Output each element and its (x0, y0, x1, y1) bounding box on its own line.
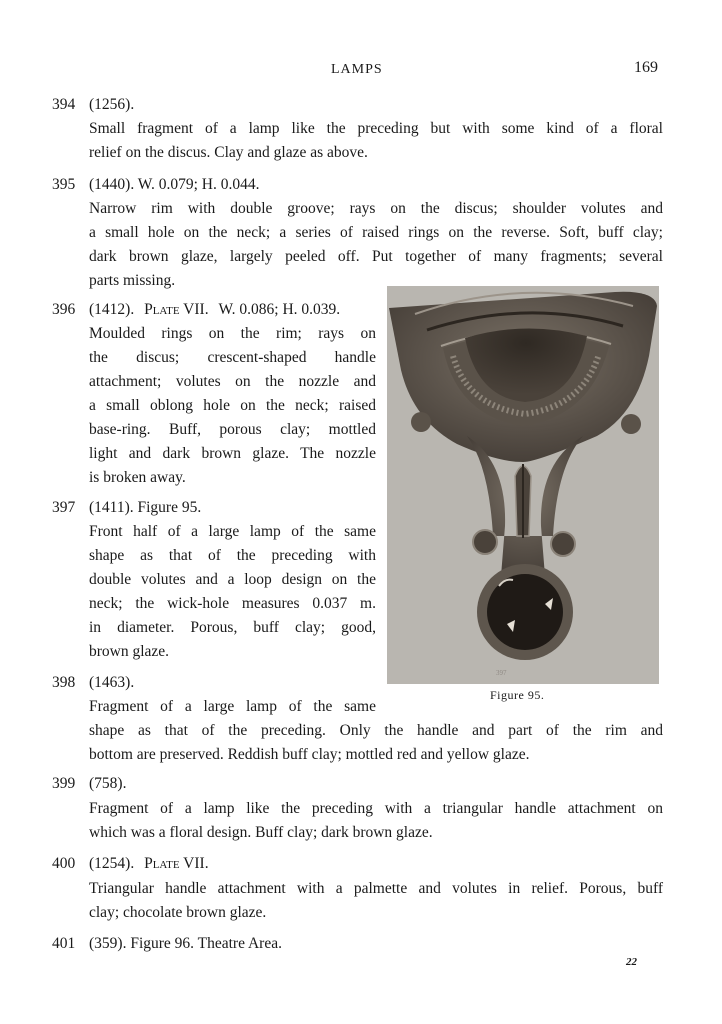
entry-heading: (359). Figure 96. Theatre Area. (89, 935, 282, 952)
text-line: neck; the wick-hole measures 0.037 m. (89, 595, 376, 612)
plate-mark: 397 (496, 669, 507, 677)
text-line: clay; chocolate brown glaze. (89, 904, 267, 921)
entry-heading (89, 298, 340, 322)
entry-text (89, 520, 376, 664)
running-title: LAMPS (331, 62, 383, 77)
text-line: a small hole on the neck; a series of raised rings on the reverse. Soft, buff clay; (89, 224, 663, 241)
text-line: attachment; volutes on the nozzle and (89, 373, 376, 390)
entry-heading (89, 852, 209, 876)
entry-number: 401 (52, 935, 76, 952)
entry-number: 399 (52, 775, 76, 792)
lamp-illustration (387, 286, 659, 684)
entry-text (89, 197, 663, 293)
lamp-photograph (387, 286, 659, 684)
text-line: Moulded rings on the rim; rays on (89, 325, 376, 342)
text-line: is broken away. (89, 469, 186, 486)
entry-number: 395 (52, 176, 76, 193)
entry-number: 394 (52, 96, 76, 113)
text-line: Fragment of a large lamp of the same (89, 698, 376, 715)
entry-number: 397 (52, 499, 76, 516)
text-line: double volutes and a loop design on the (89, 571, 376, 588)
plate-ref: Plate VII. (144, 855, 209, 872)
text-line: brown glaze. (89, 643, 170, 660)
page-number: 169 (634, 59, 658, 76)
entry-heading: (1440). W. 0.079; H. 0.044. (89, 176, 260, 193)
entry-text (89, 797, 663, 845)
text-line: parts missing. (89, 272, 176, 289)
text-line: Fragment of a lamp like the preceding with a triangular handle attachment on (89, 800, 663, 817)
entry-number: 398 (52, 674, 76, 691)
text-line: bottom are preserved. Reddish buff clay; mottled red and yellow glaze. (89, 746, 530, 763)
text-line: relief on the discus. Clay and glaze as above. (89, 144, 368, 161)
figure-caption: Figure 95. (490, 688, 545, 702)
text-line: shape as that of the preceding. Only the handle and part of the rim and (89, 722, 663, 739)
entry-text (89, 117, 663, 165)
signature-mark: 22 (626, 956, 637, 968)
entry-heading: (758). (89, 775, 127, 792)
text-line: in diameter. Porous, buff clay; good, (89, 619, 376, 636)
text-line: which was a floral design. Buff clay; dark brown glaze. (89, 824, 433, 841)
text-line: the discus; crescent-shaped handle (89, 349, 376, 366)
entry-heading: (1256). (89, 96, 135, 113)
text-line: dark brown glaze, largely peeled off. Put together of many fragments; several (89, 248, 663, 265)
text-line: base-ring. Buff, porous clay; mottled (89, 421, 376, 438)
plate-ref: Plate VII. (144, 301, 209, 318)
entry-text (89, 877, 663, 925)
entry-text (89, 695, 376, 719)
text-line: Triangular handle attachment with a palmette and volutes in relief. Porous, buff (89, 880, 663, 897)
entry-text (89, 322, 376, 490)
text-line: Small fragment of a lamp like the preceding but with some kind of a floral (89, 120, 663, 137)
entry-heading: (1463). (89, 674, 135, 691)
entry-number: 396 (52, 301, 76, 318)
text-line: shape as that of the preceding with (89, 547, 376, 564)
text-line: Front half of a large lamp of the same (89, 523, 376, 540)
heading-ref: (1412). (89, 301, 135, 318)
entry-text (89, 719, 663, 767)
text-line: Narrow rim with double groove; rays on the discus; shoulder volutes and (89, 200, 663, 217)
text-line: light and dark brown glaze. The nozzle (89, 445, 376, 462)
text-line: a small oblong hole on the neck; raised (89, 397, 376, 414)
dimensions: W. 0.086; H. 0.039. (218, 301, 341, 318)
entry-number: 400 (52, 855, 76, 872)
entry-heading: (1411). Figure 95. (89, 499, 202, 516)
heading-ref: (1254). (89, 855, 135, 872)
